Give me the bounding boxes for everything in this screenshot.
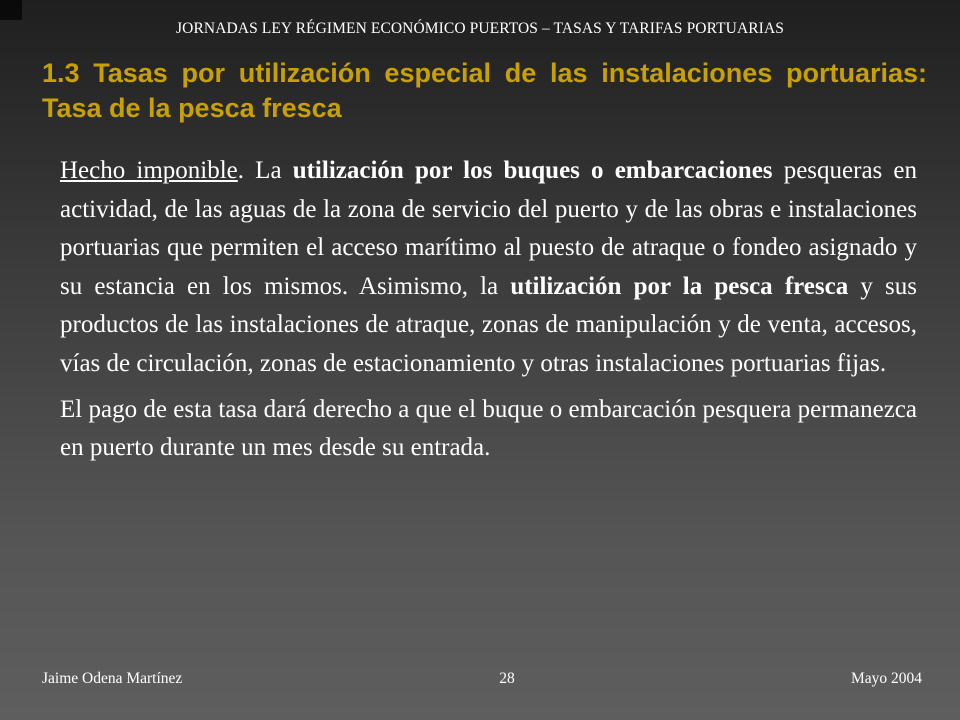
term-hecho-imponible: Hecho imponible bbox=[60, 157, 238, 184]
footer-page-number: 28 bbox=[499, 670, 515, 687]
slide-body bbox=[60, 152, 917, 468]
corner-mark bbox=[0, 0, 22, 20]
paragraph1-text-1: . La bbox=[237, 157, 293, 184]
footer-author: Jaime Odena Martínez bbox=[42, 670, 183, 687]
paragraph1-bold-2: utilización por la pesca fresca bbox=[510, 272, 849, 300]
paragraph1-bold-1: utilización por los buques o embarcaciones bbox=[292, 157, 773, 184]
footer-date: Mayo 2004 bbox=[850, 670, 922, 687]
slide-title: 1.3 Tasas por utilización especial de las instalaciones portuarias: Tasa de la pesca fresca bbox=[42, 58, 927, 123]
paragraph-hecho-imponible bbox=[60, 152, 917, 384]
conference-header: JORNADAS LEY RÉGIMEN ECONÓMICO PUERTOS – TASAS Y TARIFAS PORTUARIAS bbox=[176, 20, 784, 37]
paragraph1-text-2: pesqueras en actividad, de las aguas de la zona de servicio del puerto y de las obras e instalaciones portuarias que permiten el acceso marítimo al puesto de atraque o fondeo asignado y su estancia en los mismos. Asimismo, la bbox=[60, 157, 918, 300]
paragraph-pago-tasa: El pago de esta tasa dará derecho a que el buque o embarcación pesquera permanezca en puerto durante un mes desde su entrada. bbox=[60, 395, 917, 462]
paragraph1-text-3: y sus productos de las instalaciones de atraque, zonas de manipulación y de venta, accesos, vías de circulación, zonas de estacionamiento y otras instalaciones portuarias fijas. bbox=[60, 272, 917, 377]
